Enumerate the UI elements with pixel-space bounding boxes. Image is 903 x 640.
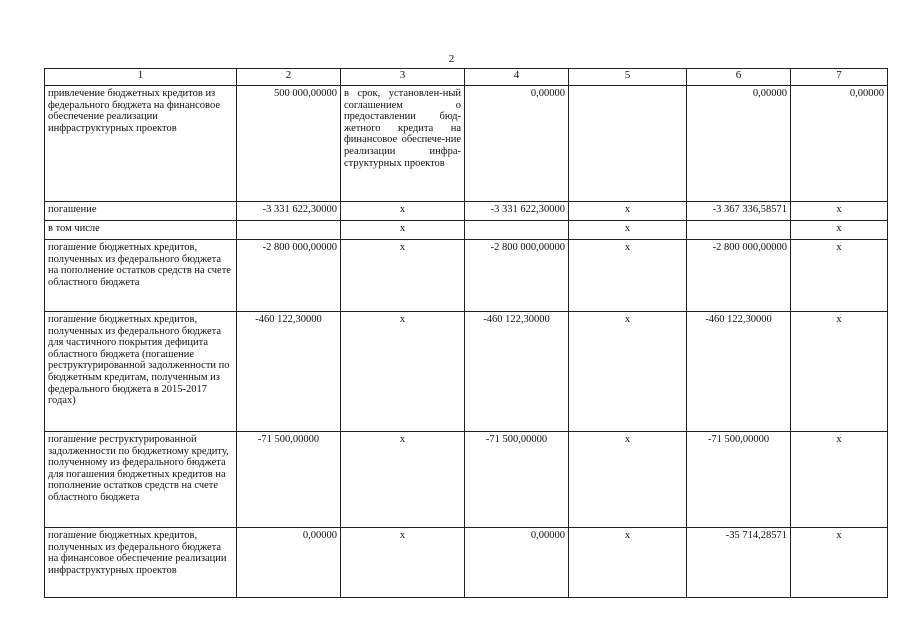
cell [465,221,569,240]
cell: -2 800 000,00000 [237,240,341,312]
cell: -2 800 000,00000 [687,240,791,312]
cell: -71 500,00000 [687,432,791,528]
table-row [45,432,888,528]
cell: x [341,240,465,312]
cell: x [791,202,888,221]
cell: x [791,221,888,240]
cell: -3 331 622,30000 [465,202,569,221]
column-header: 2 [237,69,341,86]
cell: x [791,312,888,432]
cell: x [341,202,465,221]
cell [687,221,791,240]
page-number: 2 [448,53,455,65]
row-label: погашение бюджетных кредитов, полученных из федерального бюджета на пополнение остатков средств на счете областного бюджета [45,240,237,312]
cell: x [341,528,465,598]
table-row [45,202,888,221]
cell: x [341,221,465,240]
row-label: в том числе [45,221,237,240]
column-header: 3 [341,69,465,86]
column-header: 4 [465,69,569,86]
table-row [45,221,888,240]
column-header: 7 [791,69,888,86]
cell: -2 800 000,00000 [465,240,569,312]
cell: -460 122,30000 [687,312,791,432]
cell [237,221,341,240]
cell: x [569,312,687,432]
table-row [45,86,888,202]
cell: -3 331 622,30000 [237,202,341,221]
cell: 0,00000 [465,528,569,598]
cell: x [791,240,888,312]
cell: 0,00000 [791,86,888,202]
row-label: погашение [45,202,237,221]
cell: -460 122,30000 [237,312,341,432]
cell: -71 500,00000 [465,432,569,528]
row-label: привлечение бюджетных кредитов из федерального бюджета на финансовое обеспечение реализации инфраструктурных проектов [45,86,237,202]
row-label: погашение реструктурированной задолженности по бюджетному кредиту, полученному из федерального бюджета для погашения бюджетных кредитов на пополнение остатков средств на счете областного бюджета [45,432,237,528]
cell: 500 000,00000 [237,86,341,202]
column-header: 6 [687,69,791,86]
column-header: 1 [45,69,237,86]
cell: x [791,528,888,598]
cell [569,86,687,202]
cell: -35 714,28571 [687,528,791,598]
cell: x [791,432,888,528]
budget-table [44,68,888,598]
cell: x [569,528,687,598]
row-label: погашение бюджетных кредитов, полученных из федерального бюджета для частичного покрытия дефицита областного бюджета (погашение реструктурированной задолженности по бюджетным кредитам, полученным из федерального бюджета в 2015-2017 годах) [45,312,237,432]
cell: -460 122,30000 [465,312,569,432]
cell: x [569,240,687,312]
column-header: 5 [569,69,687,86]
cell: 0,00000 [237,528,341,598]
cell: -3 367 336,58571 [687,202,791,221]
cell: x [569,432,687,528]
table-row [45,312,888,432]
cell: 0,00000 [465,86,569,202]
cell: x [569,221,687,240]
row-label: погашение бюджетных кредитов, полученных из федерального бюджета на финансовое обеспечение реализации инфраструктурных проектов [45,528,237,598]
header-row [45,69,888,86]
cell: 0,00000 [687,86,791,202]
cell: x [341,432,465,528]
table-row [45,528,888,598]
cell: -71 500,00000 [237,432,341,528]
cell: в срок, установлен-ный соглашением о предоставлении бюд-жетного кредита на финансовое обеспече-ние реализации инфра-структурных проектов [341,86,465,202]
cell: x [569,202,687,221]
cell: x [341,312,465,432]
table-row [45,240,888,312]
